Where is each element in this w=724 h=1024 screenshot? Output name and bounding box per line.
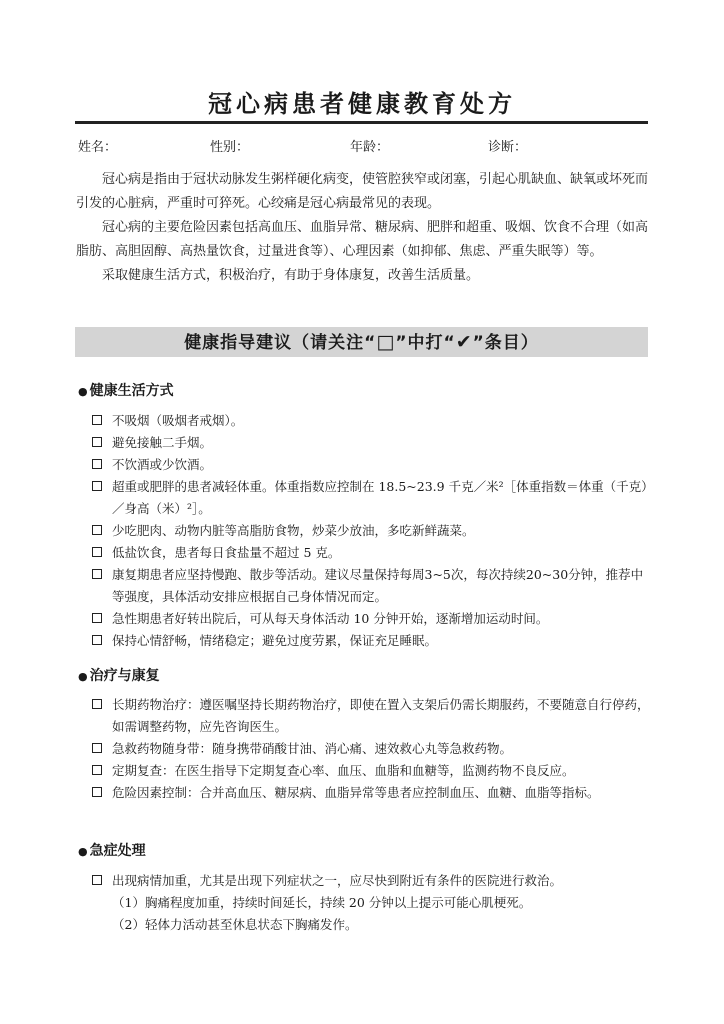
checkbox[interactable] xyxy=(92,635,102,645)
item-text: 少吃肥肉、动物内脏等高脂肪食物，炒菜少放油，多吃新鲜蔬菜。 xyxy=(112,523,475,538)
section-heading-treatment xyxy=(78,665,160,685)
item-text: 保持心情舒畅，情绪稳定；避免过度劳累，保证充足睡眠。 xyxy=(112,633,438,648)
intro-paragraph: 冠心病是指由于冠状动脉发生粥样硬化病变，使管腔狭窄或闭塞，引起心肌缺血、缺氧或坏死而引发的心脏病，严重时可猝死。心绞痛是冠心病最常见的表现。 xyxy=(76,172,649,211)
checklist-item xyxy=(92,608,654,630)
checklist-item xyxy=(92,870,654,892)
item-text: 定期复查：在医生指导下定期复查心率、血压、血脂和血糖等，监测药物不良反应。 xyxy=(112,763,575,778)
checkbox[interactable] xyxy=(92,437,102,447)
age-field-label: 年龄： xyxy=(350,140,390,155)
banner-prefix: 健康指导建议（请关注“ xyxy=(184,333,377,353)
checkbox[interactable] xyxy=(92,743,102,753)
checklist-item xyxy=(92,782,654,804)
item-text: 康复期患者应坚持慢跑、散步等活动。建议尽量保持每周3~5次，每次持续20~30分钟，推荐中等强度，具体活动安排应根据自己身体情况而定。 xyxy=(112,567,644,604)
checklist-item xyxy=(92,410,654,432)
checkbox[interactable] xyxy=(92,525,102,535)
title-divider xyxy=(75,121,648,124)
intro-paragraph: 采取健康生活方式，积极治疗，有助于身体康复，改善生活质量。 xyxy=(102,268,480,283)
symptom-item: （1）胸痛程度加重，持续时间延长，持续 20 分钟以上提示可能心肌梗死。 xyxy=(112,895,532,910)
checkbox[interactable] xyxy=(92,765,102,775)
item-text: 危险因素控制：合并高血压、糖尿病、血脂异常等患者应控制血压、血糖、血脂等指标。 xyxy=(112,785,600,800)
patient-info-row xyxy=(78,136,648,156)
item-text: 避免接触二手烟。 xyxy=(112,435,213,450)
banner-suffix: ”条目） xyxy=(472,333,539,353)
checkbox-mark-icon: □ xyxy=(376,331,396,353)
intro-text xyxy=(76,168,650,288)
checkbox[interactable] xyxy=(92,875,102,885)
checklist-item xyxy=(92,630,654,652)
bullet-icon: ● xyxy=(78,385,88,398)
diagnosis-field-label: 诊断： xyxy=(488,140,528,155)
checklist-item xyxy=(92,760,654,782)
guidance-banner xyxy=(75,327,648,357)
bullet-icon: ● xyxy=(78,670,88,683)
emergency-checklist xyxy=(92,870,654,936)
checkbox[interactable] xyxy=(92,481,102,491)
bullet-icon: ● xyxy=(78,845,88,858)
checklist-item xyxy=(92,694,654,738)
checkbox[interactable] xyxy=(92,459,102,469)
gender-field-label: 性别： xyxy=(210,140,250,155)
section-heading-emergency xyxy=(78,840,146,860)
checklist-item xyxy=(92,476,654,520)
item-text: 急救药物随身带：随身携带硝酸甘油、消心痛、速效救心丸等急救药物。 xyxy=(112,741,513,756)
item-text: 不吸烟（吸烟者戒烟）。 xyxy=(112,413,244,428)
item-text: 出现病情加重，尤其是出现下列症状之一，应尽快到附近有条件的医院进行救治。 xyxy=(112,873,563,888)
section-heading-lifestyle xyxy=(78,380,174,400)
name-field-label: 姓名： xyxy=(78,140,118,155)
item-text: 急性期患者好转出院后，可从每天身体活动 10 分钟开始，逐渐增加运动时间。 xyxy=(112,611,549,626)
checklist-item xyxy=(92,564,654,608)
banner-middle: ”中打“ xyxy=(395,333,456,353)
item-text: 不饮酒或少饮酒。 xyxy=(112,457,213,472)
item-text: 超重或肥胖的患者减轻体重。体重指数应控制在 18.5~23.9 千克／米²［体重指数＝体重（千克）／身高（米）²］。 xyxy=(112,479,654,516)
section-title: 健康生活方式 xyxy=(89,383,174,399)
checkbox[interactable] xyxy=(92,415,102,425)
checklist-item xyxy=(92,542,654,564)
page-title: 冠心病患者健康教育处方 xyxy=(208,90,516,118)
lifestyle-checklist xyxy=(92,410,654,652)
checkbox[interactable] xyxy=(92,699,102,709)
checklist-item xyxy=(92,432,654,454)
treatment-checklist xyxy=(92,694,654,804)
item-text: 低盐饮食，患者每日食盐量不超过 5 克。 xyxy=(112,545,341,560)
checkbox[interactable] xyxy=(92,569,102,579)
checklist-item xyxy=(92,738,654,760)
checklist-item xyxy=(92,454,654,476)
item-text: 长期药物治疗：遵医嘱坚持长期药物治疗，即使在置入支架后仍需长期服药，不要随意自行停药，如需调整药物，应先咨询医生。 xyxy=(112,697,650,734)
checkbox[interactable] xyxy=(92,613,102,623)
checkbox[interactable] xyxy=(92,787,102,797)
checklist-item xyxy=(92,520,654,542)
section-title: 急症处理 xyxy=(89,843,146,859)
checkbox[interactable] xyxy=(92,547,102,557)
section-title: 治疗与康复 xyxy=(89,668,160,684)
intro-paragraph: 冠心病的主要危险因素包括高血压、血脂异常、糖尿病、肥胖和超重、吸烟、饮食不合理（如高脂肪、高胆固醇、高热量饮食，过量进食等）、心理因素（如抑郁、焦虑、严重失眠等）等。 xyxy=(76,220,649,259)
symptom-item: （2）轻体力活动甚至休息状态下胸痛发作。 xyxy=(112,917,358,932)
checkmark-icon: ✔ xyxy=(455,331,473,353)
